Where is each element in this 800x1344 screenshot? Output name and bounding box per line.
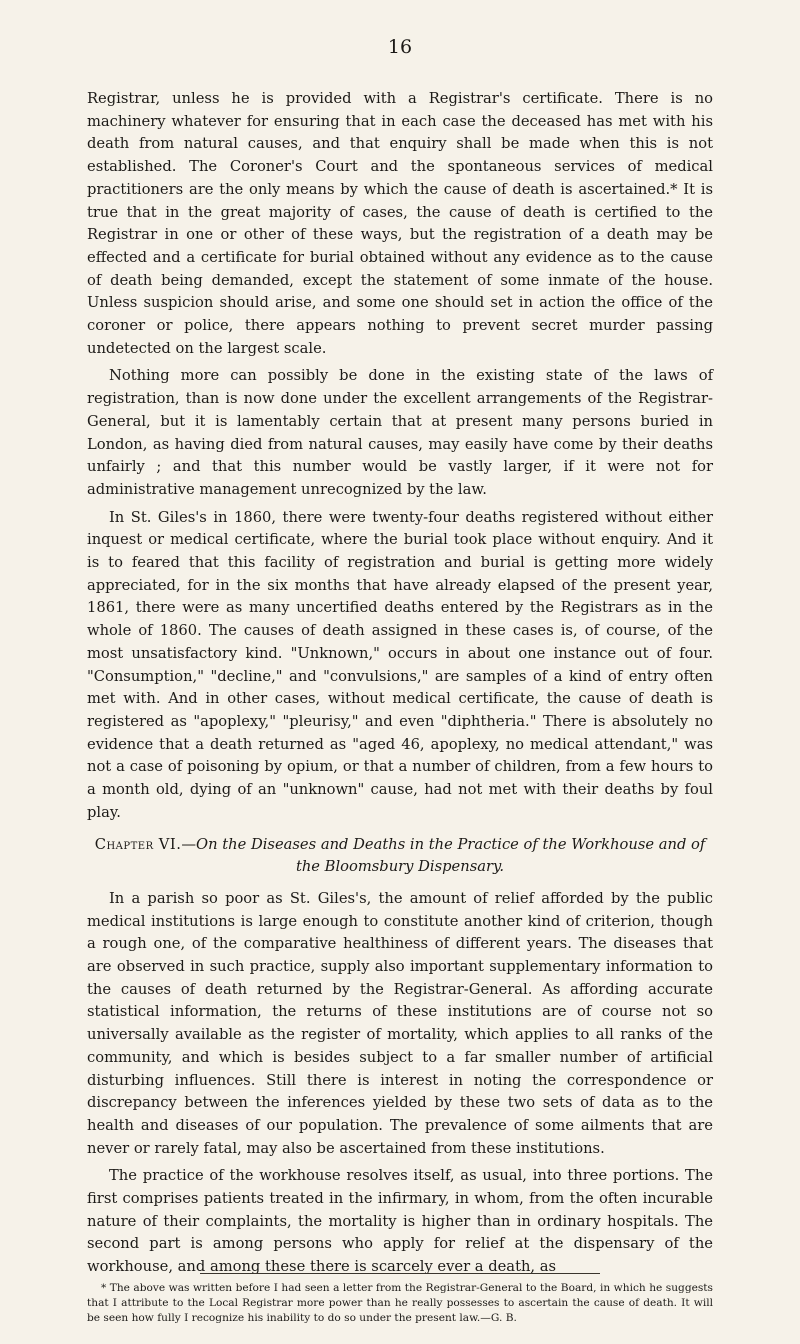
body-text <box>87 88 713 1279</box>
paragraph-2: Nothing more can possibly be done in the existing state of the laws of registration, than is now done under the excellent arrangements of the Registrar-General, but it is lamentably certain that at present many persons buried in London, as having died from natural causes, may easily have come by their deaths unfairly ; and that this number would be vastly larger, if it were not for administrative management unrecognized by the law. <box>87 367 713 498</box>
chapter-heading: Chapter VI.—On the Diseases and Deaths in the Practice of the Workhouse and of the Bloomsbury Dispensary. <box>94 835 706 876</box>
page-number: 16 <box>387 36 413 58</box>
chapter-label: Chapter VI. <box>94 835 182 853</box>
footnote-divider <box>200 1273 600 1274</box>
paragraph-1: Registrar, unless he is provided with a Registrar's certificate. There is no machinery whatever for ensuring that in each case the deceased has met with his death from natural causes, and that enquiry shall be made when this is not established. The Coroner's Court and the spontaneous services of medical practitioners are the only means by which the cause of death is ascertained.* It is true that in the great majority of cases, the cause of death is certified to the Registrar in one or other of these ways, but the registration of a death may be effected and a certificate for burial obtained without any evidence as to the cause of death being demanded, except the statement of some inmate of the house. Unless suspicion should arise, and some one should set in action the office of the coroner or police, there appears nothing to prevent secret murder passing undetected on the largest scale. <box>87 90 713 357</box>
chapter-title: On the Diseases and Deaths in the Practice of the Workhouse and of the Bloomsbury Dispensary. <box>196 835 706 876</box>
paragraph-3: In St. Giles's in 1860, there were twenty-four deaths registered without either inquest or medical certificate, where the burial took place without enquiry. And it is to feared that this facility of registration and burial is getting more widely appreciated, for in the six months that have already elapsed of the present year, 1861, there were as many uncertified deaths entered by the Registrars as in the whole of 1860. The causes of death assigned in these cases is, of course, of the most unsatisfactory kind. "Unknown," occurs in about one instance out of four. "Consumption," "decline," and "convulsions," are samples of a kind of entry often met with. And in other cases, without medical certificate, the cause of death is registered as "apoplexy," "pleurisy," and even "diphtheria." There is absolutely no evidence that a death returned as "aged 46, apoplexy, no medical attendant," was not a case of poisoning by opium, or that a number of children, from a few hours to a month old, dying of an "unknown" cause, had not met with their deaths by foul play. <box>87 508 713 821</box>
paragraph-5: The practice of the workhouse resolves itself, as usual, into three portions. The first comprises patients treated in the infirmary, in whom, from the often incurable nature of their complaints, the mortality is higher than in ordinary hospitals. The second part is among persons who apply for relief at the dispensary of the workhouse, and among these there is scarcely ever a death, as <box>87 1167 713 1276</box>
footnote: * The above was written before I had seen a letter from the Registrar-General to the Board, in which he suggests that I attribute to the Local Registrar more power than he really possesses to ascertain the cause of death. It will be seen how fully I recognize his inability to do so under the present law.—G. B. <box>87 1282 713 1324</box>
paragraph-4: In a parish so poor as St. Giles's, the amount of relief afforded by the public medical institutions is large enough to constitute another kind of criterion, though a rough one, of the comparative healthiness of different years. The diseases that are observed in such practice, supply also important supplementary information to the causes of death returned by the Registrar-General. As affording accurate statistical information, the returns of these institutions are of course not so universally available as the register of mortality, which applies to all ranks of the community, and which is besides subject to a far smaller number of artificial disturbing influences. Still there is interest in noting the correspondence or discrepancy between the inferences yielded by these two sets of data as to the health and diseases of our population. The prevalence of some ailments that are never or rarely fatal, may also be ascertained from these institutions. <box>87 889 713 1157</box>
